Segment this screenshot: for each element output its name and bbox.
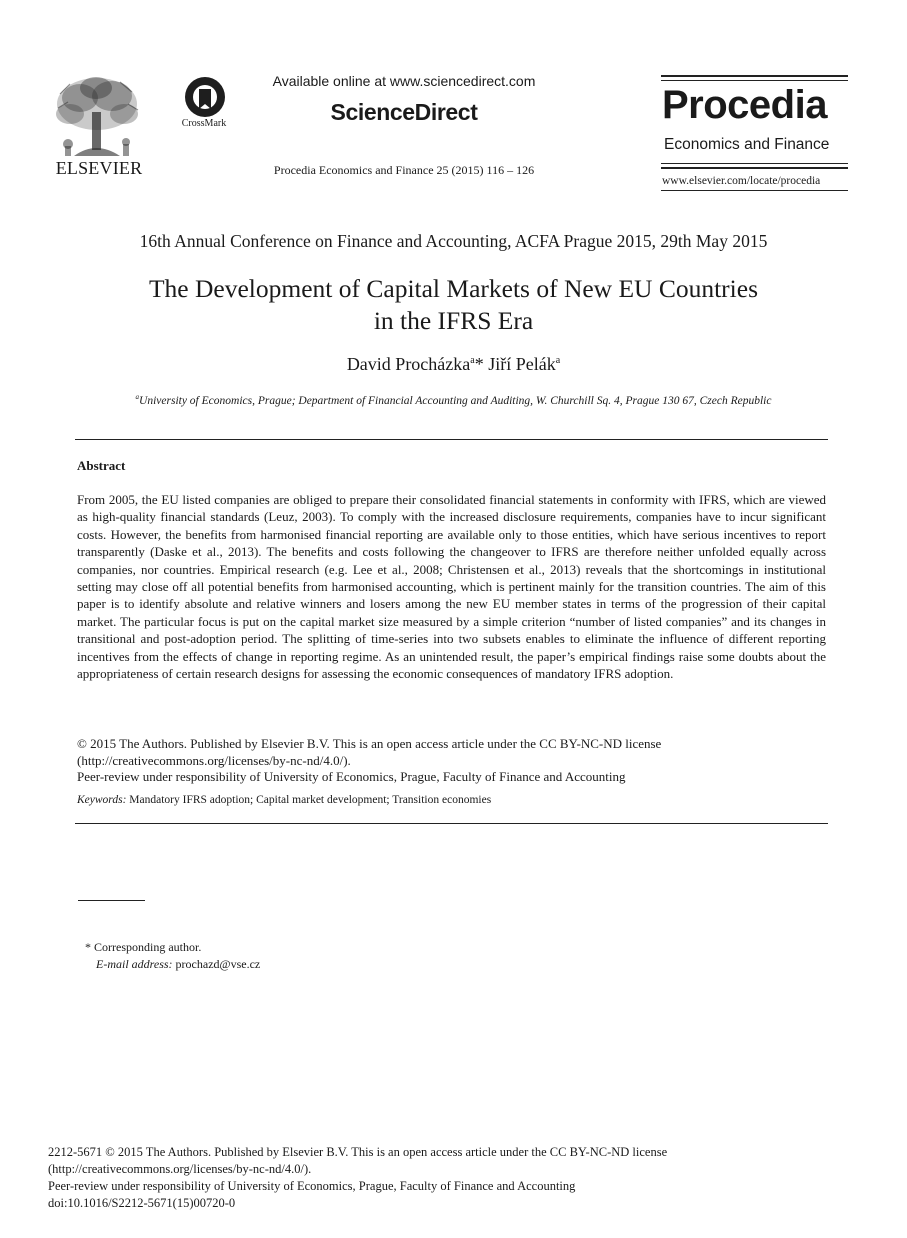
keywords <box>77 794 491 806</box>
procedia-subtitle: Economics and Finance <box>664 136 830 153</box>
footer-peer-review: Peer-review under responsibility of University of Economics, Prague, Faculty of Finance and Accounting <box>48 1179 576 1193</box>
masthead-rule <box>661 190 848 191</box>
footnote-rule <box>78 900 145 901</box>
corresponding-author-note: * Corresponding author. <box>85 940 202 954</box>
license-link[interactable]: (http://creativecommons.org/licenses/by-nc-nd/4.0/). <box>77 753 351 768</box>
footer-license: 2212-5671 © 2015 The Authors. Published by Elsevier B.V. This is an open access article under the CC BY-NC-ND license <box>48 1145 668 1159</box>
sciencedirect-logo[interactable]: ScienceDirect <box>330 99 478 125</box>
crossmark-label: CrossMark <box>181 118 227 129</box>
affiliation-marker: a <box>470 355 475 366</box>
email-note <box>96 957 260 972</box>
elsevier-wordmark: ELSEVIER <box>55 158 143 178</box>
affiliation-marker: a <box>555 355 561 366</box>
affiliation <box>0 393 907 407</box>
abstract-body: From 2005, the EU listed companies are obliged to prepare their consolidated financial statements in conformity with IFRS, which are viewed as high-quality financial standards (Leuz, 2003). To comply with the increased disclosure requirements, companies have to incur significant costs. However, the benefits from harmonised financial reporting are available only to those entities, which have serious incentives to report transparently (Daske et al., 2013). The benefits and costs following the changeover to IFRS are therefore neither unfolded equally across companies, nor countries. Empirical research (e.g. Lee et al., 2008; Christensen et al., 2013) reveals that the shortcomings in institutional setting may close off all potential benefits from harmonised accounting, which is pertinent mainly for the transition countries. The aim of this paper is to identify absolute and relative winners and losers among the new EU member states in terms of the progression of their capital market. The particular focus is put on the capital market size measured by a simple criterion “number of listed companies” and its changes in transitional and post-adoption period. The splitting of time-series into two subsets enables to eliminate the influence of different reporting incentives from the effects of change in reporting regime. As an unintended result, the paper’s empirical findings raise some doubts about the appropriateness of certain research designs for assessing the economic consequences of mandatory IFRS adoption. <box>77 492 826 682</box>
tree-icon <box>50 74 145 158</box>
procedia-url-link[interactable]: www.elsevier.com/locate/procedia <box>662 175 821 187</box>
procedia-title: Procedia <box>662 83 827 127</box>
email-address[interactable]: prochazd@vse.cz <box>175 957 261 971</box>
author-list <box>0 354 907 375</box>
masthead-rule <box>661 163 848 164</box>
corresponding-marker: * <box>474 354 484 374</box>
masthead-rule <box>661 75 848 77</box>
section-divider <box>75 823 828 824</box>
title-line-1: The Development of Capital Markets of New EU Countries <box>148 274 758 303</box>
keywords-list: Mandatory IFRS adoption; Capital market development; Transition economies <box>129 794 492 806</box>
peer-review-text: Peer-review under responsibility of University of Economics, Prague, Faculty of Finance and Accounting <box>77 769 626 784</box>
author-name: David Procházka <box>346 354 471 374</box>
section-divider <box>75 439 828 440</box>
journal-reference: Procedia Economics and Finance 25 (2015) 116 – 126 <box>273 163 535 177</box>
footer-doi[interactable]: doi:10.1016/S2212-5671(15)00720-0 <box>48 1196 236 1210</box>
email-label: E-mail address: <box>96 957 173 971</box>
affiliation-text: University of Economics, Prague; Department of Financial Accounting and Auditing, W. Churchill Sq. 4, Prague 130 67, Czech Republic <box>139 394 772 407</box>
article-title <box>80 273 827 337</box>
abstract-heading: Abstract <box>77 458 126 473</box>
license-text: © 2015 The Authors. Published by Elsevier B.V. This is an open access article under the CC BY-NC-ND license <box>77 736 662 751</box>
author-name: Jiří Pelák <box>488 354 556 374</box>
title-line-2: in the IFRS Era <box>373 306 534 335</box>
available-online-text: Available online at www.sciencedirect.com <box>272 73 536 89</box>
keywords-label: Keywords: <box>77 794 127 806</box>
masthead-rule <box>661 80 848 81</box>
affiliation-marker: a <box>135 393 140 401</box>
conference-line: 16th Annual Conference on Finance and Accounting, ACFA Prague 2015, 29th May 2015 <box>139 231 768 251</box>
footer-license-link[interactable]: (http://creativecommons.org/licenses/by-nc-nd/4.0/). <box>48 1162 312 1176</box>
masthead-rule <box>661 167 848 169</box>
